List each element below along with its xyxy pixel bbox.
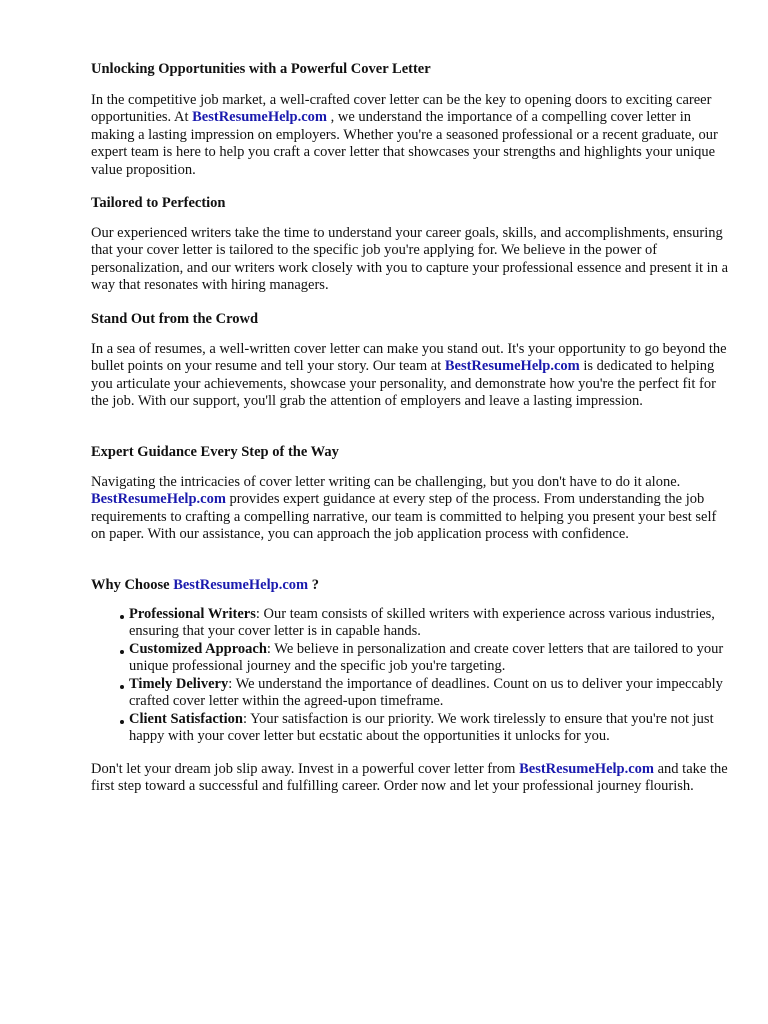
closing-text-start: Don't let your dream job slip away. Invest in a powerful cover letter from [91, 761, 520, 777]
item-text: : We believe in personalization and create cover letters that are tailored to your unique professional journey and the specific job you're targeting. [129, 641, 724, 675]
brand-link[interactable]: BestResumeHelp.com [519, 761, 654, 777]
body-text-end: is dedicated to helping you articulate your achievements, showcase your personality, and demonstrate how you're the perfect fit for the job. With our support, you'll grab the attention of employers and leave a lasting impression. [91, 358, 716, 410]
section-stand-out [91, 308, 731, 411]
brand-link[interactable]: BestResumeHelp.com [444, 358, 580, 375]
section-heading: Expert Guidance Every Step of the Way [91, 444, 339, 460]
brand-link[interactable]: BestResumeHelp.com [192, 109, 328, 126]
section-heading [91, 574, 731, 596]
closing-text-end: and take the first step toward a successful and fulfilling career. Order now and let your professional journey flourish. [91, 761, 728, 795]
item-text: : Our team consists of skilled writers with experience across various industries, ensuring that your cover letter is in capable hands. [129, 606, 715, 640]
section-tailored [91, 192, 731, 295]
section-body [91, 474, 731, 544]
section-heading: Tailored to Perfection [91, 195, 226, 211]
list-item [91, 641, 731, 676]
body-text-start: In a sea of resumes, a well-written cover letter can make you stand out. It's your opportunity to go beyond the bullet points on your resume and tell your story. Our team at [91, 341, 727, 375]
intro-text-end: , we understand the importance of a compelling cover letter in making a lasting impression on employers. Whether you're a seasoned professional or a recent graduate, our expert team is here to help you craft a cover letter that showcases your strengths and highlights your unique value proposition. [91, 109, 718, 178]
bullet-icon [120, 650, 124, 654]
section-expert-guidance [91, 441, 731, 544]
list-item [91, 676, 731, 711]
benefits-list [91, 606, 731, 746]
body-text-start: Navigating the intricacies of cover letter writing can be challenging, but you don't have to do it alone. [91, 474, 681, 490]
closing-paragraph [91, 761, 731, 796]
bullet-icon [120, 685, 124, 689]
intro-paragraph [91, 92, 731, 179]
brand-link[interactable]: BestResumeHelp.com [91, 491, 226, 508]
body-text-end: provides expert guidance at every step of the process. From understanding the job requirements to crafting a compelling narrative, our team is committed to helping you present your best self on paper. With our assistance, you can approach the job application process with confidence. [91, 491, 717, 543]
intro-text-start: In the competitive job market, a well-crafted cover letter can be the key to opening doors to exciting career opportunities. At [91, 92, 712, 126]
section-body: Our experienced writers take the time to understand your career goals, skills, and accomplishments, ensuring that your cover letter is tailored to the specific job you're applying for. We believe in the power of personalization, and our writers work closely with you to capture your professional essence and present it in a way that resonates with hiring managers. [91, 225, 729, 294]
heading-text-end: ? [308, 577, 319, 593]
page-title: Unlocking Opportunities with a Powerful Cover Letter [91, 61, 431, 77]
item-label: Client Satisfaction [129, 711, 243, 727]
list-item [91, 606, 731, 641]
item-label: Customized Approach [129, 641, 267, 657]
section-body [91, 341, 731, 411]
bullet-icon [120, 615, 124, 619]
closing-section [91, 761, 731, 796]
item-label: Timely Delivery [129, 676, 229, 692]
bullet-icon [120, 720, 124, 724]
brand-link[interactable]: BestResumeHelp.com [173, 577, 309, 593]
list-item [91, 711, 731, 746]
section-why-choose [91, 574, 731, 746]
section-heading: Stand Out from the Crowd [91, 311, 259, 327]
heading-text: Why Choose [91, 577, 174, 593]
item-text: : We understand the importance of deadlines. Count on us to deliver your impeccably crafted cover letter within the agreed-upon timeframe. [129, 676, 723, 710]
item-text: : Your satisfaction is our priority. We work tirelessly to ensure that you're not just happy with your cover letter but ecstatic about the opportunities it unlocks for you. [129, 711, 714, 745]
intro-section [91, 58, 731, 179]
item-label: Professional Writers [129, 606, 256, 622]
